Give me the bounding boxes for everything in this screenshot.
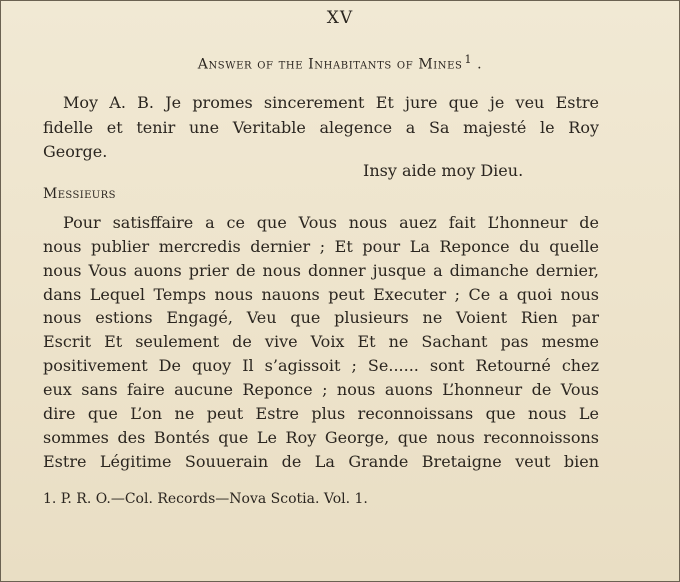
letter-line: nous Vous auons prier de nous donner jusque a dimanche dernier, (43, 261, 599, 280)
document-title-text: Answer of the Inhabitants of Mines (197, 56, 463, 73)
oath-line: Moy A. B. Je promes sincerement Et jure que je veu Estre (63, 93, 599, 112)
footnote: 1. P. R. O.—Col. Records—Nova Scotia. Vol. 1. (43, 491, 368, 507)
letter-line: sommes des Bontés que Le Roy George, que nous reconnoissons (43, 428, 599, 447)
letter-line: eux sans faire aucune Reponce ; nous auons L’honneur de Vous (43, 380, 599, 399)
oath-signoff: Insy aide moy Dieu. (363, 161, 524, 180)
document-title-end: . (472, 56, 483, 73)
oath-line: fidelle et tenir une Veritable alegence a Sa majesté le Roy (43, 118, 599, 137)
letter-line: nous estions Engagé, Veu que plusieurs ne Voient Rien par (43, 308, 599, 327)
document-number: XV (326, 8, 354, 28)
letter-line: Escrit Et seulement de vive Voix Et ne Sachant pas mesme (43, 332, 599, 351)
letter-line: nous publier mercredis dernier ; Et pour La Reponce du quelle (43, 237, 599, 256)
letter-line: Estre Légitime Souuerain de La Grande Bretaigne veut bien (43, 452, 599, 471)
footnote-reference: 1 (464, 53, 473, 66)
letter-salutation: Messieurs (43, 186, 116, 202)
letter-line: dans Lequel Temps nous nauons peut Executer ; Ce a quoi nous (43, 285, 599, 304)
document-title (1, 53, 679, 73)
oath-line: George. (43, 142, 108, 161)
letter-line: Pour satisffaire a ce que Vous nous auez fait L’honneur de (63, 213, 599, 232)
letter-line: positivement De quoy Il s’agissoit ; Se...... sont Retourné chez (43, 356, 599, 375)
letter-line: dire que L’on ne peut Estre plus reconnoissans que nous Le (43, 404, 599, 423)
